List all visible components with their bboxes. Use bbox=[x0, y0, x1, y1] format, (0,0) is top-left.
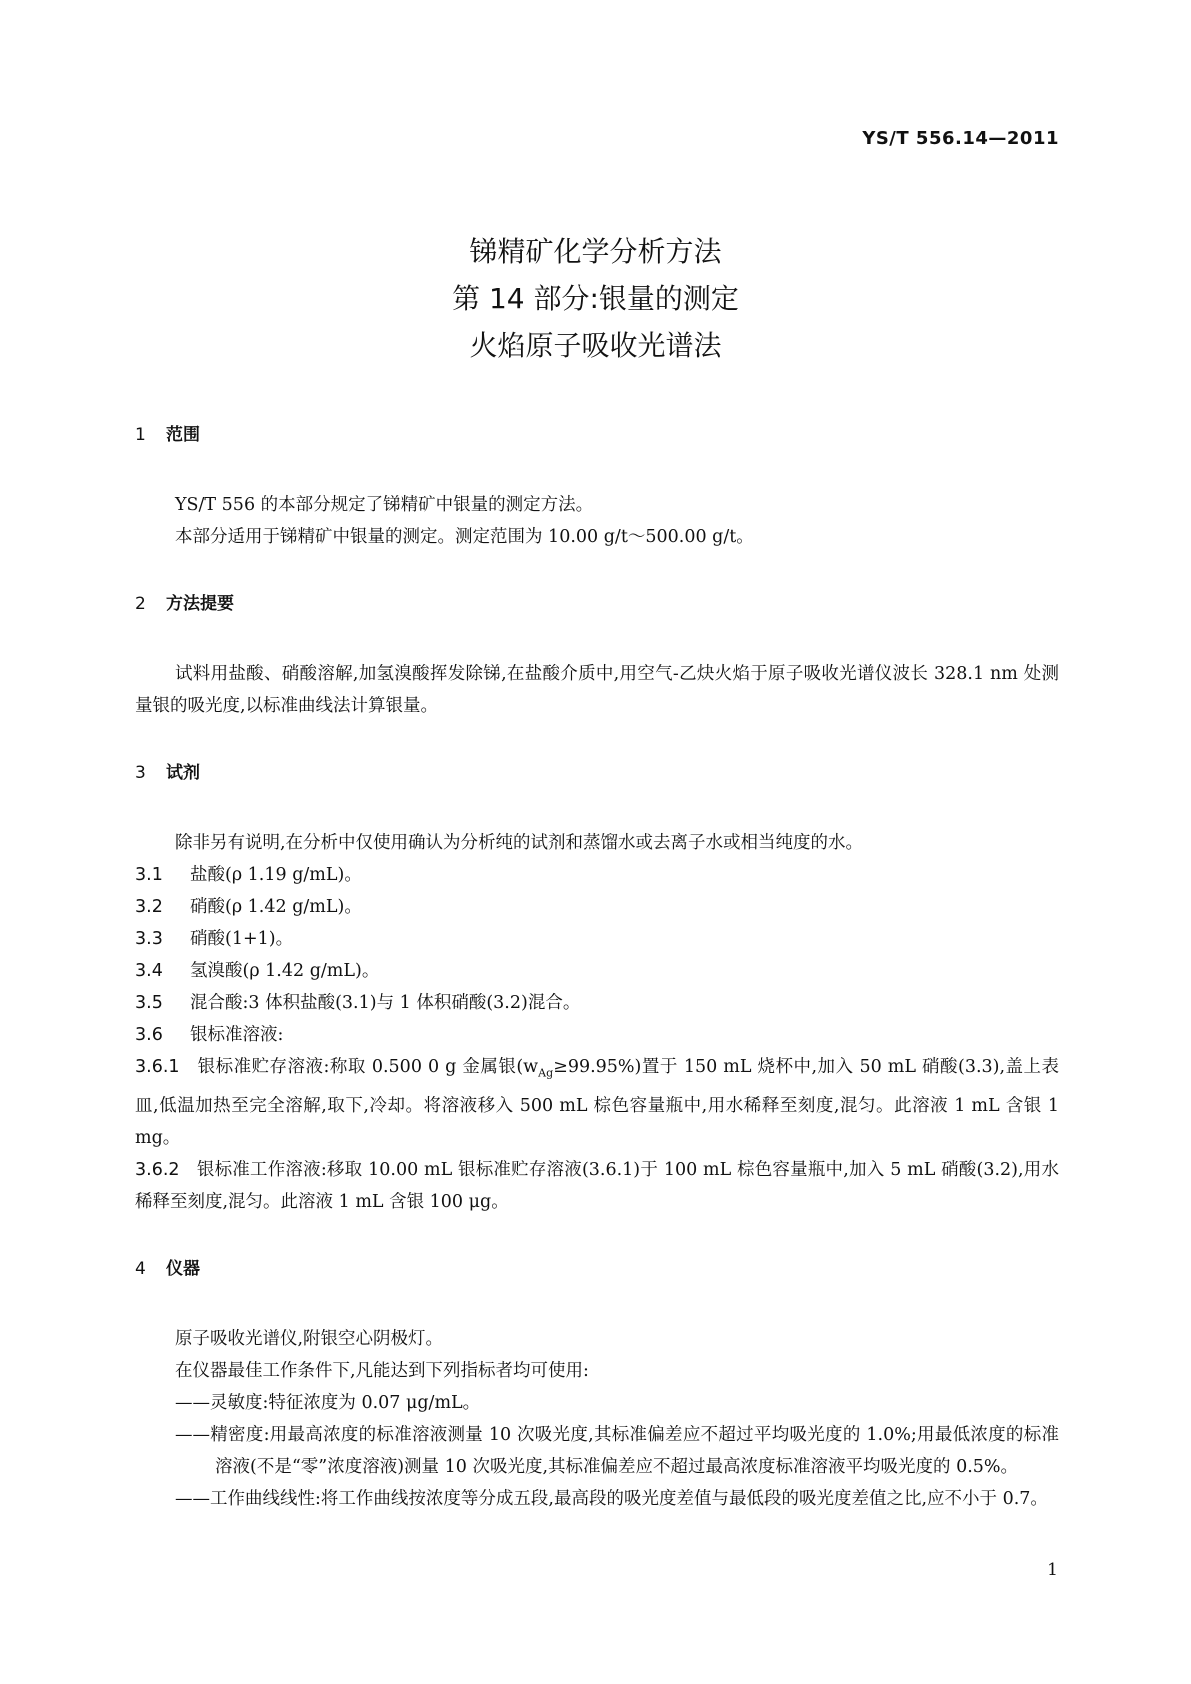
section-number: 4 bbox=[135, 1258, 146, 1279]
scope-paragraph-1: YS/T 556 的本部分规定了锑精矿中银量的测定方法。 bbox=[175, 495, 594, 515]
section-number: 3 bbox=[135, 763, 146, 783]
page-number: 1 bbox=[1047, 1560, 1058, 1580]
item-text: 银标准工作溶液:移取 10.00 mL 银标准贮存溶液(3.6.1)于 100 mL 棕色容量瓶中,加入 5 mL 硝酸(3.2),用水稀释至刻度,混匀。此溶液 1 mL 含银 100 μg。 bbox=[135, 1159, 1059, 1212]
reagent-item bbox=[135, 859, 1059, 891]
item-number: 3.4 bbox=[135, 961, 163, 981]
section-title: 范围 bbox=[166, 425, 200, 445]
reagent-item bbox=[135, 1019, 1059, 1051]
item-text: 硝酸(1+1)。 bbox=[190, 929, 294, 949]
reagent-item-3-6-2 bbox=[135, 1154, 1059, 1218]
item-number: 3.6 bbox=[135, 1025, 163, 1045]
apparatus-paragraph-2: 在仪器最佳工作条件下,凡能达到下列指标者均可使用: bbox=[175, 1360, 589, 1381]
reagents-intro: 除非另有说明,在分析中仅使用确认为分析纯的试剂和蒸馏水或去离子水或相当纯度的水。 bbox=[175, 833, 864, 853]
item-number: 3.3 bbox=[135, 929, 163, 949]
item-text-subscript: Ag bbox=[538, 1066, 554, 1080]
reagent-item-3-6-1 bbox=[135, 1051, 1059, 1154]
section-heading-principle bbox=[135, 589, 1059, 620]
item-text: 氢溴酸(ρ 1.42 g/mL)。 bbox=[190, 961, 380, 981]
section-heading-apparatus bbox=[135, 1254, 1059, 1285]
item-text: 盐酸(ρ 1.19 g/mL)。 bbox=[190, 865, 362, 885]
scope-paragraph-2: 本部分适用于锑精矿中银量的测定。测定范围为 10.00 g/t～500.00 g/t。 bbox=[175, 527, 754, 547]
section-heading-scope bbox=[135, 420, 1059, 451]
principle-paragraph: 试料用盐酸、硝酸溶解,加氢溴酸挥发除锑,在盐酸介质中,用空气-乙炔火焰于原子吸收光谱仪波长 328.1 nm 处测量银的吸光度,以标准曲线法计算银量。 bbox=[135, 664, 1059, 716]
reagent-item bbox=[135, 955, 1059, 987]
document-body bbox=[135, 420, 1059, 1515]
item-text-part-a: 银标准贮存溶液:称取 0.500 0 g 金属银(w bbox=[197, 1057, 539, 1077]
item-text-part-b: ≥99.95%)置于 150 mL 烧杯中,加入 50 mL 硝酸(3.3),盖上表皿,低温加热至完全溶解,取下,冷却。将溶液移入 500 mL 棕色容量瓶中,用水稀释至刻度,混匀。此溶液 1 mL 含银 1 mg。 bbox=[135, 1057, 1059, 1148]
item-text: 银标准溶液: bbox=[190, 1025, 284, 1045]
standard-number: YS/T 556.14—2011 bbox=[862, 128, 1059, 149]
item-number: 3.6.1 bbox=[135, 1057, 180, 1077]
apparatus-paragraph-1: 原子吸收光谱仪,附银空心阴极灯。 bbox=[175, 1328, 444, 1349]
item-text: 硝酸(ρ 1.42 g/mL)。 bbox=[190, 897, 362, 917]
section-title: 方法提要 bbox=[166, 594, 234, 614]
item-number: 3.2 bbox=[135, 897, 163, 917]
document-title bbox=[0, 228, 1191, 369]
title-line-2: 第 14 部分:银量的测定 bbox=[452, 282, 739, 315]
criterion-linearity: ——工作曲线线性:将工作曲线按浓度等分成五段,最高段的吸光度差值与最低段的吸光度差值之比,应不小于 0.7。 bbox=[175, 1488, 1048, 1509]
section-title: 仪器 bbox=[166, 1258, 200, 1279]
section-number: 2 bbox=[135, 594, 146, 614]
reagent-item bbox=[135, 923, 1059, 955]
item-text: 混合酸:3 体积盐酸(3.1)与 1 体积硝酸(3.2)混合。 bbox=[190, 993, 581, 1013]
criterion-precision: ——精密度:用最高浓度的标准溶液测量 10 次吸光度,其标准偏差应不超过平均吸光度的 1.0%;用最低浓度的标准溶液(不是“零”浓度溶液)测量 10 次吸光度,其标准偏差应不超过最高浓度标准溶液平均吸光度的 0.5%。 bbox=[175, 1424, 1059, 1477]
item-number: 3.1 bbox=[135, 865, 163, 885]
item-number: 3.5 bbox=[135, 993, 163, 1013]
section-heading-reagents bbox=[135, 758, 1059, 789]
title-line-1: 锑精矿化学分析方法 bbox=[469, 235, 722, 268]
title-line-3: 火焰原子吸收光谱法 bbox=[469, 329, 722, 362]
reagent-item bbox=[135, 987, 1059, 1019]
criterion-sensitivity: ——灵敏度:特征浓度为 0.07 μg/mL。 bbox=[175, 1392, 481, 1413]
section-number: 1 bbox=[135, 425, 146, 445]
reagent-item bbox=[135, 891, 1059, 923]
item-number: 3.6.2 bbox=[135, 1159, 180, 1180]
section-title: 试剂 bbox=[166, 763, 200, 783]
